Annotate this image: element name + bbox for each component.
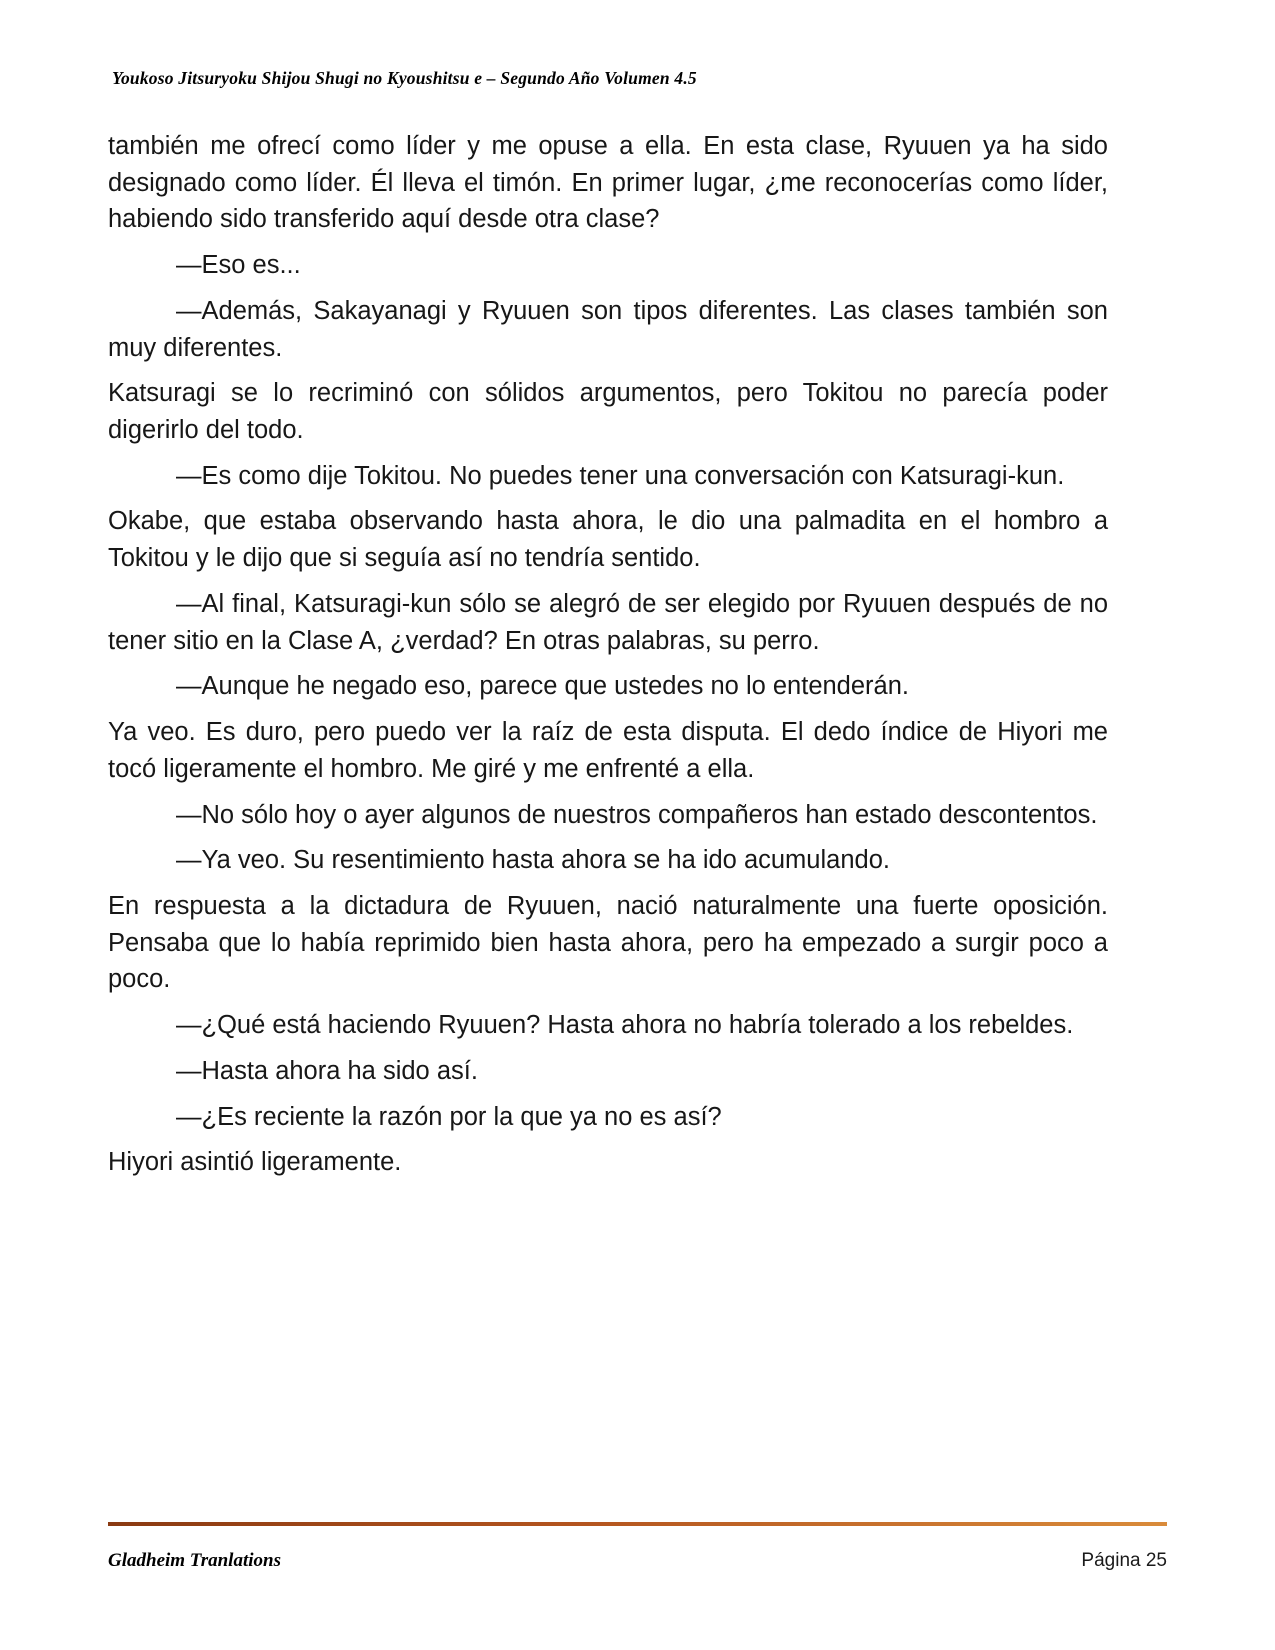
- paragraph: también me ofrecí como líder y me opuse a ella. En esta clase, Ryuuen ya ha sido designado como líder. Él lleva el timón. En primer lugar, ¿me reconocerías como líder, habiendo sido transferido aquí desde otra clase?: [108, 132, 1108, 234]
- paragraph-dialogue: —Ya veo. Su resentimiento hasta ahora se ha ido acumulando.: [176, 846, 890, 875]
- page-number: Página 25: [1081, 1550, 1167, 1571]
- paragraph-dialogue: —¿Qué está haciendo Ryuuen? Hasta ahora no habría tolerado a los rebeldes.: [176, 1011, 1074, 1040]
- paragraph: Ya veo. Es duro, pero puedo ver la raíz de esta disputa. El dedo índice de Hiyori me tocó ligeramente el hombro. Me giré y me enfrenté a ella.: [108, 718, 1108, 783]
- page-body: [108, 128, 1108, 1190]
- paragraph-dialogue: —Hasta ahora ha sido así.: [176, 1056, 478, 1085]
- paragraph: Okabe, que estaba observando hasta ahora, le dio una palmadita en el hombro a Tokitou y le dijo que si seguía así no tendría sentido.: [108, 507, 1108, 573]
- page-footer: [108, 1550, 1167, 1572]
- footer-credit: Gladheim Tranlations: [108, 1550, 281, 1571]
- paragraph-dialogue: —Aunque he negado eso, parece que ustedes no lo entenderán.: [176, 672, 909, 701]
- paragraph-dialogue: —No sólo hoy o ayer algunos de nuestros compañeros han estado descontentos.: [176, 800, 1098, 829]
- paragraph-dialogue: —Además, Sakayanagi y Ryuuen son tipos diferentes. Las clases también son muy diferentes.: [108, 296, 1108, 362]
- paragraph-dialogue: —Eso es...: [176, 251, 301, 280]
- paragraph: Katsuragi se lo recriminó con sólidos argumentos, pero Tokitou no parecía poder digerirlo del todo.: [108, 379, 1108, 445]
- paragraph-dialogue: —Es como dije Tokitou. No puedes tener una conversación con Katsuragi-kun.: [176, 461, 1065, 490]
- paragraph-dialogue: —¿Es reciente la razón por la que ya no es así?: [176, 1102, 722, 1131]
- page-header: Youkoso Jitsuryoku Shijou Shugi no Kyoushitsu e – Segundo Año Volumen 4.5: [112, 68, 697, 88]
- paragraph: En respuesta a la dictadura de Ryuuen, nació naturalmente una fuerte oposición. Pensaba que lo había reprimido bien hasta ahora, pero ha empezado a surgir poco a poco.: [108, 891, 1108, 994]
- paragraph-dialogue: —Al final, Katsuragi-kun sólo se alegró de ser elegido por Ryuuen después de no tener sitio en la Clase A, ¿verdad? En otras palabras, su perro.: [108, 589, 1108, 655]
- footer-divider: [108, 1522, 1167, 1526]
- paragraph: Hiyori asintió ligeramente.: [108, 1148, 402, 1177]
